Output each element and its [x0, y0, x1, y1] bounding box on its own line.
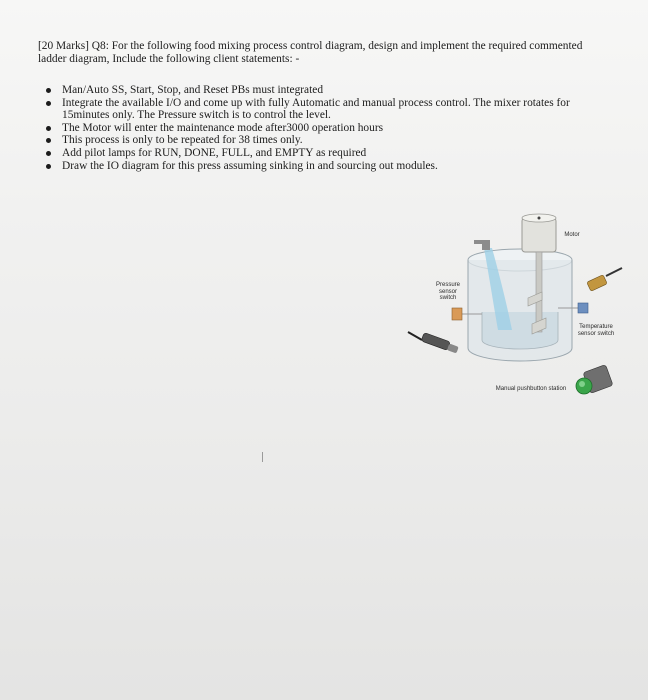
label-line: Pressure	[435, 282, 460, 288]
label-line: sensor	[438, 288, 457, 295]
label-line: switch	[439, 295, 457, 301]
pressure-sensor-label	[428, 282, 468, 302]
bullet-text: Draw the IO diagram for this press assuming sinking in and sourcing out modules.	[62, 159, 438, 172]
list-item	[46, 97, 626, 122]
motor-label: Motor	[564, 232, 580, 238]
temperature-sensor-label	[566, 324, 626, 337]
pressure-probe-icon	[408, 332, 459, 353]
list-item	[46, 160, 626, 173]
stray-mark	[262, 452, 263, 462]
label-line: sensor switch	[577, 330, 615, 337]
motor-icon	[522, 218, 556, 252]
pushbutton-station-label: Manual pushbutton station	[495, 386, 567, 392]
requirements-list	[46, 84, 626, 172]
list-item	[46, 84, 626, 97]
pressure-switch-icon	[452, 308, 462, 320]
question-header	[38, 40, 638, 66]
list-item	[46, 122, 626, 135]
bullet-text: This process is only to be repeated for 38 times only.	[62, 134, 303, 147]
list-item	[46, 147, 626, 160]
list-item	[46, 134, 626, 147]
mixing-process-diagram	[400, 200, 640, 420]
header-line-1: [20 Marks] Q8: For the following food mixing process control diagram, design and implement the required commented	[38, 40, 583, 52]
inner-vessel	[482, 312, 558, 349]
bullet-text: The Motor will enter the maintenance mode after3000 operation hours	[62, 121, 384, 134]
bullet-text: Integrate the available I/O and come up with fully Automatic and manual process control. The mixer rotates for	[62, 96, 570, 109]
bullet-continuation: 15minutes only. The Pressure switch is to control the level.	[62, 109, 331, 122]
inlet-pipe	[474, 240, 490, 250]
bullet-text: Add pilot lamps for RUN, DONE, FULL, and EMPTY as required	[62, 146, 367, 159]
temperature-probe-icon	[587, 268, 622, 291]
header-line-2: ladder diagram, Include the following client statements: -	[38, 53, 300, 65]
bullet-text: Man/Auto SS, Start, Stop, and Reset PBs must integrated	[62, 84, 324, 96]
label-line: Temperature	[579, 324, 613, 330]
temperature-switch-icon	[578, 303, 588, 313]
